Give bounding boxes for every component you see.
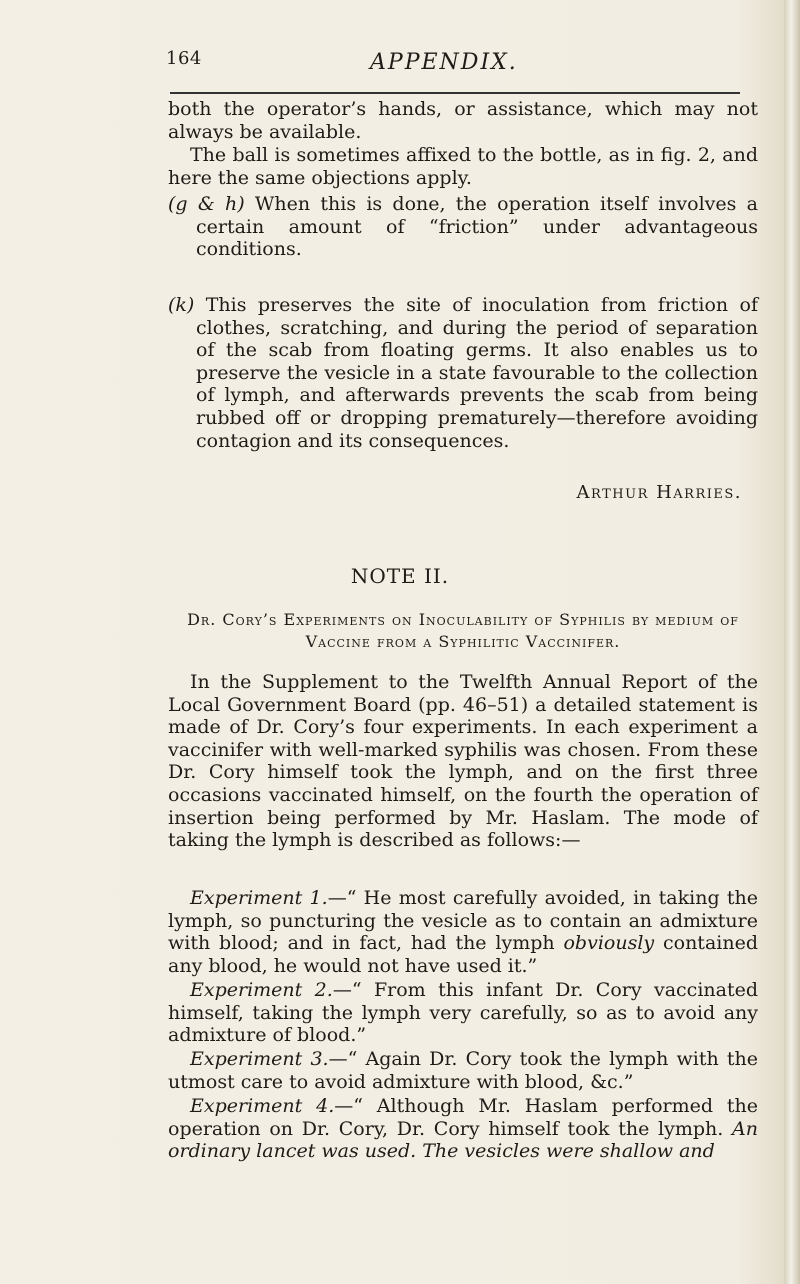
paragraph-ball-affixed: The ball is sometimes affixed to the bottle, as in fig. 2, and here the same objections apply.	[168, 144, 758, 189]
paragraph-g-h	[168, 193, 758, 261]
note-paragraph-intro: In the Supplement to the Twelfth Annual Report of the Local Government Board (pp. 46–51) a detailed statement is made of Dr. Cory’s four experiments. In each experiment a vaccinifer with well-marked syphilis was chosen. From these Dr. Cory himself took the lymph, and on the first three occasions vaccinated himself, on the fourth the operation of insertion being performed by Mr. Haslam. The mode of taking the lymph is described as follows:—	[168, 671, 758, 852]
paragraph-k-label: (k)	[168, 294, 195, 316]
experiment-1-text-b: contained any blood, he would not have used it.”	[168, 932, 758, 977]
experiment-4-text-a: —“ Although Mr. Haslam performed the operation on Dr. Cory, Dr. Cory himself took the lymph.	[168, 1095, 759, 1140]
experiment-4	[168, 1095, 758, 1163]
note-subtitle: Dr. Cory’s Experiments on Inoculability of Syphilis by medium of Vaccine from a Syphilitic Vaccinifer.	[187, 610, 739, 651]
experiment-3-text: —“ Again Dr. Cory took the lymph with the utmost care to avoid admixture with blood, &c.”	[168, 1048, 758, 1093]
experiment-2	[168, 979, 758, 1047]
experiment-1-emphasis: obviously	[563, 932, 655, 955]
paragraph-g-h-text: When this is done, the operation itself involves a certain amount of “friction” under advantageous conditions.	[196, 193, 758, 261]
paragraph-k-text: This preserves the site of inoculation from friction of clothes, scratching, and during the period of separation of the scab from floating germs. It also enables us to preserve the vesicle in a state favourable to the collection of lymph, and afterwards prevents the scab from being rubbed off or dropping prematurely—therefore avoiding contagion and its consequences.	[194, 294, 758, 452]
experiment-1-text-a: —“ He most carefully avoided, in taking the lymph, so puncturing the vesicle as to contain an admixture with blood; and in fact, had the lymph	[168, 887, 758, 955]
experiment-3	[168, 1048, 758, 1093]
experiment-3-label: Experiment 3.	[190, 1048, 329, 1070]
paragraph-k	[168, 294, 758, 452]
signature: Arthur Harries.	[576, 482, 742, 503]
paragraph-g-h-label: (g & h)	[168, 193, 245, 215]
page-header	[0, 40, 800, 80]
paragraph-continued: both the operator’s hands, or assistance, which may not always be available.	[168, 98, 758, 143]
experiment-2-text: —“ From this infant Dr. Cory vaccinated himself, taking the lymph very carefully, so as to avoid any admixture of blood.”	[168, 979, 759, 1047]
experiment-4-emphasis: An ordinary lancet was used. The vesicles were shallow and	[168, 1117, 758, 1163]
experiment-1	[168, 887, 758, 977]
experiment-2-label: Experiment 2.	[190, 979, 333, 1001]
experiment-4-label: Experiment 4.	[190, 1095, 335, 1117]
header-rule	[170, 92, 740, 94]
note-title: NOTE II.	[350, 564, 450, 588]
experiment-1-label: Experiment 1.	[190, 887, 328, 909]
page-number: 164	[166, 48, 202, 69]
running-head: APPENDIX.	[370, 50, 518, 75]
page-edge-shadow	[784, 0, 800, 1284]
